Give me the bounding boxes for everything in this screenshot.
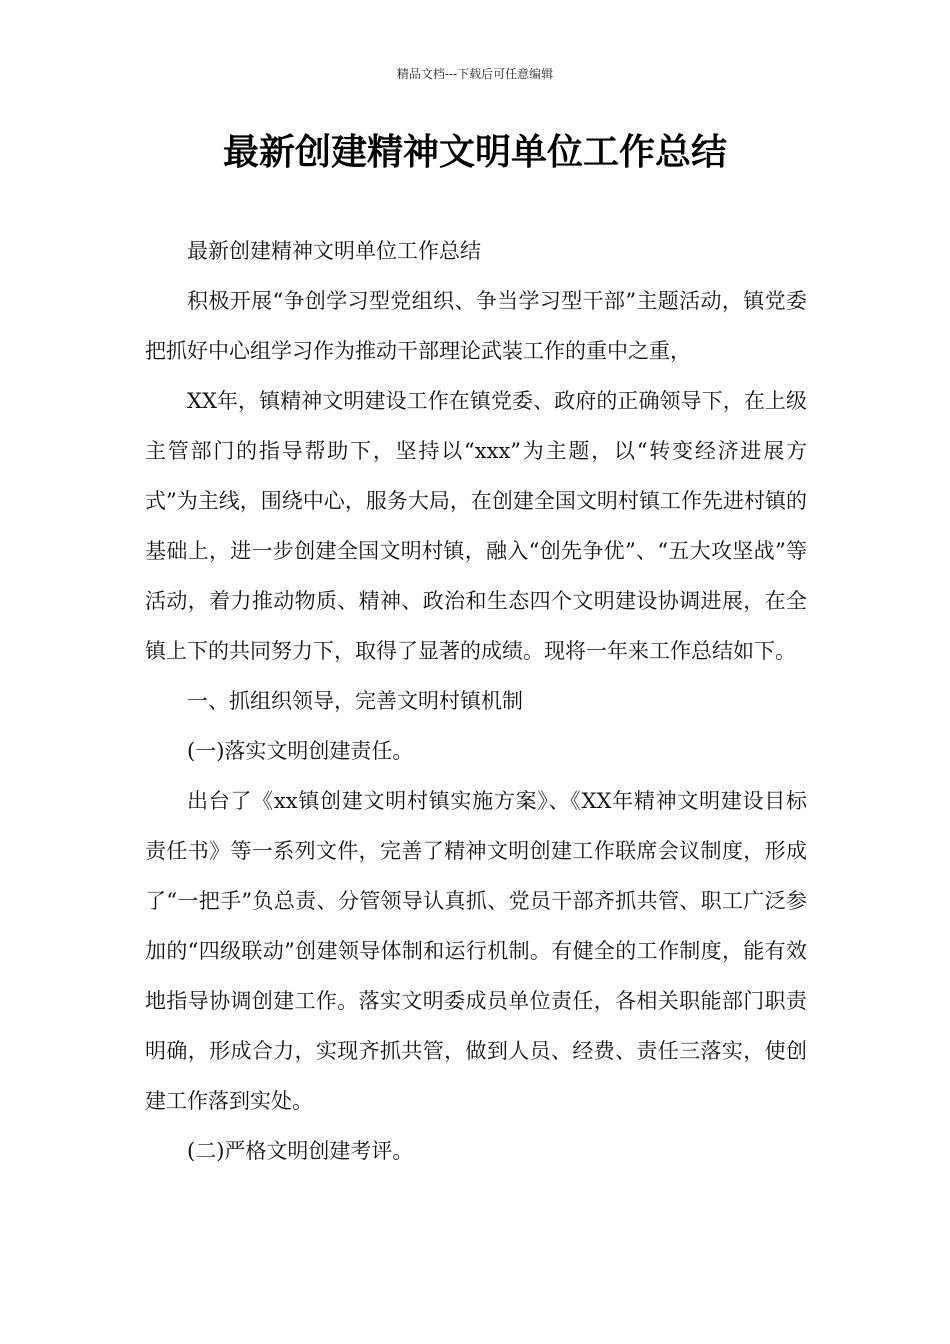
document-body — [145, 226, 807, 1176]
paragraph-overview: XX年，镇精神文明建设工作在镇党委、政府的正确领导下，在上级主管部门的指导帮助下，坚持以“xxx”为主题，以“转变经济进展方式”为主线，围绕中心，服务大局，在创建全国文明村镇工作先进村镇的基础上，进一步创建全国文明村镇，融入“创先争优”、“五大攻坚战”等活动，着力推动物质、精神、政治和生态四个文明建设协调进展，在全镇上下的共同努力下，取得了显著的成绩。现将一年来工作总结如下。 — [145, 389, 807, 663]
paragraph-subtitle: 最新创建精神文明单位工作总结 — [187, 239, 481, 263]
page-header-note: 精品文档---下载后可任意编辑 — [396, 67, 554, 81]
section-heading-1: 一、抓组织领导，完善文明村镇机制 — [187, 689, 523, 713]
subsection-heading-1: (一)落实文明创建责任。 — [187, 739, 414, 763]
document-title: 最新创建精神文明单位工作总结 — [222, 132, 727, 173]
subsection-heading-2: (二)严格文明创建考评。 — [187, 1139, 414, 1163]
paragraph-responsibility: 出台了《xx镇创建文明村镇实施方案》、《XX年精神文明建设目标责任书》等一系列文件，完善了精神文明创建工作联席会议制度，形成了“一把手”负总责、分管领导认真抓、党员干部齐抓共管、职工广泛参加的“四级联动”创建领导体制和运行机制。有健全的工作制度，能有效地指导协调创建工作。落实文明委成员单位责任，各相关职能部门职责明确，形成合力，实现齐抓共管，做到人员、经费、责任三落实，使创建工作落到实处。 — [145, 789, 807, 1113]
paragraph-intro: 积极开展“争创学习型党组织、争当学习型干部”主题活动，镇党委把抓好中心组学习作为推动干部理论武装工作的重中之重， — [145, 289, 807, 363]
